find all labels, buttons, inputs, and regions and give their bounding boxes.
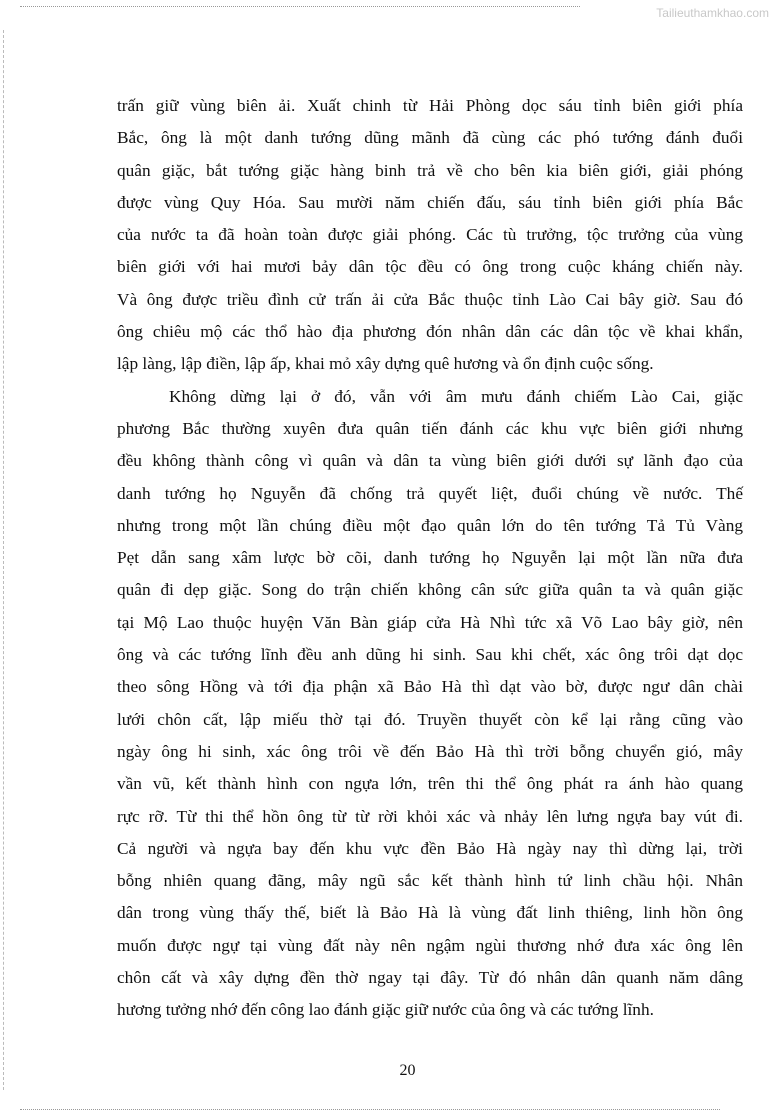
text-line-content: Pẹt dẫn sang xâm lược bờ cõi, danh tướng họ Nguyễn lại một lần nữa đưa xyxy=(117,548,743,568)
text-line xyxy=(117,348,743,380)
text-line-content: Bắc, ông là một danh tướng dũng mãnh đã cùng các phó tướng đánh đuổi xyxy=(117,128,743,148)
text-line-content: hương tưởng nhớ đến công lao đánh giặc giữ nước của ông và các tướng lĩnh. xyxy=(117,1000,654,1020)
text-line-content: nhưng trong một lần chúng điều một đạo quân lớn do tên tướng Tả Tủ Vàng xyxy=(117,515,743,535)
text-line-content: danh tướng họ Nguyễn đã chống trả quyết liệt, đuổi chúng về nước. Thế xyxy=(117,483,743,503)
text-line xyxy=(117,122,743,154)
text-line-content: lập làng, lập điền, lập ấp, khai mỏ xây dựng quê hương và ổn định cuộc sống. xyxy=(117,354,654,374)
text-line xyxy=(117,187,743,219)
text-line xyxy=(117,574,743,606)
text-line xyxy=(117,639,743,671)
text-line xyxy=(117,478,743,510)
text-line xyxy=(117,865,743,897)
text-line xyxy=(117,994,743,1026)
text-line xyxy=(117,445,743,477)
text-line-content: dân trong vùng thấy thế, biết là Bảo Hà là vùng đất linh thiêng, linh hồn ông xyxy=(117,903,743,923)
text-line-content: đều không thành công vì quân và dân ta vùng biên giới dưới sự lãnh đạo của xyxy=(117,451,743,471)
text-line xyxy=(117,155,743,187)
text-line xyxy=(117,607,743,639)
text-line xyxy=(117,316,743,348)
text-line-content: quân đi dẹp giặc. Song do trận chiến không cân sức giữa quân ta và quân giặc xyxy=(117,580,743,600)
text-line-content: được vùng Quy Hóa. Sau mười năm chiến đấu, sáu tỉnh biên giới phía Bắc xyxy=(117,192,743,212)
text-line xyxy=(117,801,743,833)
text-line xyxy=(117,284,743,316)
text-line-content: tại Mộ Lao thuộc huyện Văn Bàn giáp cửa Hà Nhì tức xã Võ Lao bây giờ, nên xyxy=(117,612,743,632)
text-line xyxy=(117,736,743,768)
text-line-content: lưới chôn cất, lập miếu thờ tại đó. Truyền thuyết còn kể lại rằng cũng vào xyxy=(117,709,743,729)
text-line xyxy=(117,413,743,445)
scan-border-bottom xyxy=(20,1109,720,1110)
text-line-content: phương Bắc thường xuyên đưa quân tiến đánh các khu vực biên giới nhưng xyxy=(117,418,743,438)
text-line-content: Và ông được triều đình cử trấn ải cửa Bắc thuộc tỉnh Lào Cai bây giờ. Sau đó xyxy=(117,289,743,309)
text-line xyxy=(117,704,743,736)
text-line xyxy=(117,219,743,251)
text-line-content: ông chiêu mộ các thổ hào địa phương đón nhân dân các dân tộc về khai khẩn, xyxy=(117,322,743,342)
text-line xyxy=(117,671,743,703)
text-line-content: ngày ông hi sinh, xác ông trôi về đến Bảo Hà thì trời bỗng chuyển gió, mây xyxy=(117,741,743,761)
text-line-content: muốn được ngự tại vùng đất này nên ngậm ngùi thương nhớ đưa xác ông lên xyxy=(117,935,743,955)
text-line-content: theo sông Hồng và tới địa phận xã Bảo Hà thì dạt vào bờ, được ngư dân chài xyxy=(117,677,743,697)
text-line xyxy=(117,833,743,865)
scan-border-left xyxy=(3,30,4,1090)
text-line-content: quân giặc, bắt tướng giặc hàng binh trả về cho bên kia biên giới, giải phóng xyxy=(117,160,743,180)
text-line-content: chôn cất và xây dựng đền thờ ngay tại đây. Từ đó nhân dân quanh năm dâng xyxy=(117,968,743,988)
paragraph xyxy=(117,90,743,381)
text-line xyxy=(117,768,743,800)
text-line xyxy=(117,930,743,962)
text-line xyxy=(117,251,743,283)
text-line-content: ông và các tướng lĩnh đều anh dũng hi sinh. Sau khi chết, xác ông trôi dạt dọc xyxy=(117,645,743,665)
text-line-content: vần vũ, kết thành hình con ngựa lớn, trên thi thể ông phát ra ánh hào quang xyxy=(117,774,743,794)
paragraph xyxy=(117,381,743,1027)
text-line xyxy=(117,897,743,929)
document-body xyxy=(117,90,743,1027)
text-line-content: biên giới với hai mươi bảy dân tộc đều có ông trong cuộc kháng chiến này. xyxy=(117,257,743,277)
text-line xyxy=(117,381,743,413)
text-line-content: của nước ta đã hoàn toàn được giải phóng. Các tù trưởng, tộc trưởng của vùng xyxy=(117,225,743,245)
text-line xyxy=(117,542,743,574)
text-line-content: trấn giữ vùng biên ải. Xuất chinh từ Hải Phòng dọc sáu tỉnh biên giới phía xyxy=(117,96,743,115)
text-line xyxy=(117,962,743,994)
text-line xyxy=(117,510,743,542)
watermark: Tailieuthamkhao.com xyxy=(656,6,769,20)
page-number: 20 xyxy=(399,1062,416,1079)
text-line-content: bỗng nhiên quang đãng, mây ngũ sắc kết thành hình tứ linh chầu hội. Nhân xyxy=(117,871,743,891)
scan-border-top xyxy=(20,6,580,7)
text-line-content: rực rỡ. Từ thi thể hồn ông từ từ rời khỏi xác và nhảy lên lưng ngựa bay vút đi. xyxy=(117,806,743,826)
text-line-content: Không dừng lại ở đó, vẫn với âm mưu đánh chiếm Lào Cai, giặc xyxy=(169,386,743,406)
text-line-content: Cả người và ngựa bay đến khu vực đền Bảo Hà ngày nay thì dừng lại, trời xyxy=(117,838,743,858)
text-line xyxy=(117,90,743,122)
